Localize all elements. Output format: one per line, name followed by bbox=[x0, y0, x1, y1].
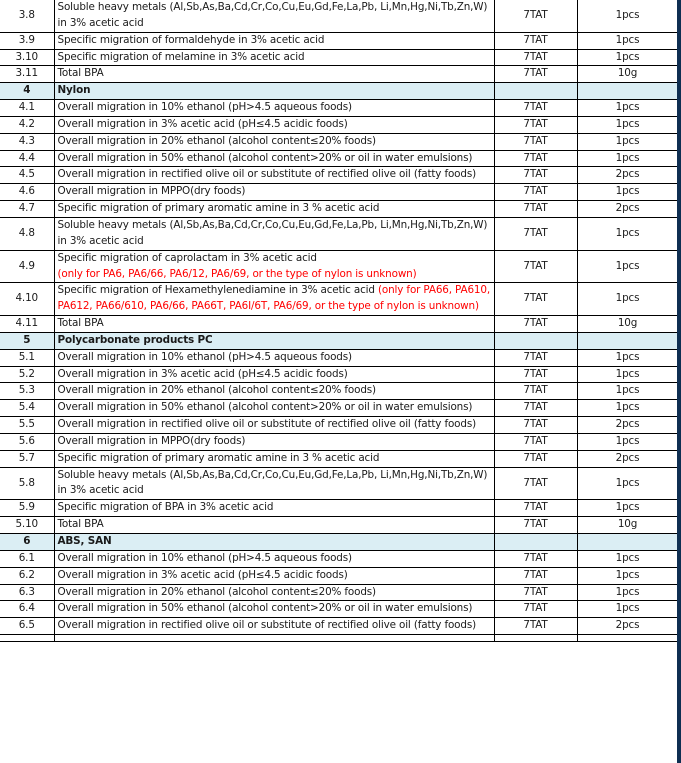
test-description-text: Overall migration in 50% ethanol (alcohol content>20% or oil in water emulsions) bbox=[57, 602, 473, 615]
turnaround-time-cell[interactable]: 7TAT bbox=[494, 550, 577, 567]
item-number-cell[interactable]: 4.11 bbox=[0, 316, 54, 333]
turnaround-time-cell[interactable]: 7TAT bbox=[494, 100, 577, 117]
turnaround-time-cell[interactable]: 7TAT bbox=[494, 150, 577, 167]
sample-quantity-cell[interactable] bbox=[577, 83, 678, 100]
test-description-cell[interactable] bbox=[54, 133, 494, 150]
table-row bbox=[0, 601, 678, 618]
item-number-cell[interactable]: 4.5 bbox=[0, 167, 54, 184]
test-description-text: Overall migration in 3% acetic acid (pH≤4.5 acidic foods) bbox=[57, 117, 348, 130]
table-row bbox=[0, 400, 678, 417]
sample-quantity-cell[interactable]: 2pcs bbox=[577, 450, 678, 467]
applicability-note: (only for PA6, PA6/66, PA6/12, PA6/69, or the type of nylon is unknown) bbox=[57, 267, 417, 280]
turnaround-time-cell[interactable] bbox=[494, 83, 577, 100]
table-row bbox=[0, 250, 678, 283]
turnaround-time-cell[interactable]: 7TAT bbox=[494, 618, 577, 635]
test-description-cell[interactable] bbox=[54, 100, 494, 117]
test-description-cell[interactable] bbox=[54, 49, 494, 66]
item-number-cell[interactable]: 5.4 bbox=[0, 400, 54, 417]
sample-quantity-cell[interactable]: 1pcs bbox=[577, 500, 678, 517]
test-description-text: Soluble heavy metals (Al,Sb,As,Ba,Cd,Cr,Co,Cu,Eu,Gd,Fe,La,Pb, Li,Mn,Hg,Ni,Tb,Zn,W) in 3% acetic acid bbox=[57, 468, 488, 497]
table-row-partial bbox=[0, 635, 678, 642]
test-description-text: Specific migration of caprolactam in 3% acetic acid bbox=[57, 251, 317, 264]
table-row bbox=[0, 618, 678, 635]
test-description-cell[interactable] bbox=[54, 567, 494, 584]
turnaround-time-cell[interactable]: 7TAT bbox=[494, 517, 577, 534]
item-number-cell[interactable]: 4.10 bbox=[0, 283, 54, 316]
turnaround-time-cell[interactable]: 7TAT bbox=[494, 250, 577, 283]
sample-quantity-cell[interactable]: 1pcs bbox=[577, 349, 678, 366]
test-description-text: Soluble heavy metals (Al,Sb,As,Ba,Cd,Cr,Co,Cu,Eu,Gd,Fe,La,Pb, Li,Mn,Hg,Ni,Tb,Zn,W) in 3% acetic acid bbox=[57, 218, 488, 247]
turnaround-time-cell[interactable]: 7TAT bbox=[494, 567, 577, 584]
item-number-cell[interactable]: 5.1 bbox=[0, 349, 54, 366]
applicability-note: (only for PA66, PA610, PA612, PA66/610, PA6/66, PA66T, PA6I/6T, PA6/69, or the type of nylon is unknown) bbox=[57, 284, 491, 313]
test-description-cell[interactable] bbox=[54, 250, 494, 283]
sample-quantity-cell[interactable]: 1pcs bbox=[577, 283, 678, 316]
table-row bbox=[0, 500, 678, 517]
test-description-cell[interactable] bbox=[54, 167, 494, 184]
item-number-cell[interactable]: 6.5 bbox=[0, 618, 54, 635]
item-number-cell[interactable]: 5.5 bbox=[0, 417, 54, 434]
turnaround-time-cell[interactable]: 7TAT bbox=[494, 116, 577, 133]
sample-quantity-cell[interactable]: 1pcs bbox=[577, 32, 678, 49]
test-description-text: Specific migration of formaldehyde in 3% acetic acid bbox=[57, 33, 325, 46]
item-number-cell[interactable]: 4.8 bbox=[0, 217, 54, 250]
section-title-cell[interactable] bbox=[54, 534, 494, 551]
item-number-cell[interactable]: 4.4 bbox=[0, 150, 54, 167]
test-description-text: Overall migration in 50% ethanol (alcohol content>20% or oil in water emulsions) bbox=[57, 151, 473, 164]
item-number-cell[interactable]: 5.6 bbox=[0, 433, 54, 450]
test-description-cell[interactable] bbox=[54, 32, 494, 49]
turnaround-time-cell[interactable]: 7TAT bbox=[494, 133, 577, 150]
sample-quantity-cell[interactable]: 1pcs bbox=[577, 0, 678, 32]
turnaround-time-cell[interactable]: 7TAT bbox=[494, 417, 577, 434]
item-number-cell[interactable]: 5.9 bbox=[0, 500, 54, 517]
table-row bbox=[0, 349, 678, 366]
test-description-cell[interactable] bbox=[54, 517, 494, 534]
item-number-cell[interactable]: 5.7 bbox=[0, 450, 54, 467]
test-description-cell[interactable] bbox=[54, 116, 494, 133]
test-description-text: Overall migration in 20% ethanol (alcohol content≤20% foods) bbox=[57, 134, 376, 147]
item-number-cell[interactable]: 3.11 bbox=[0, 66, 54, 83]
sample-quantity-cell[interactable]: 2pcs bbox=[577, 201, 678, 218]
test-description-text: Overall migration in 50% ethanol (alcohol content>20% or oil in water emulsions) bbox=[57, 401, 473, 414]
test-description-text: Overall migration in 3% acetic acid (pH≤4.5 acidic foods) bbox=[57, 568, 348, 581]
test-description-cell[interactable] bbox=[54, 500, 494, 517]
test-description-cell[interactable] bbox=[54, 467, 494, 500]
sample-quantity-cell[interactable]: 1pcs bbox=[577, 383, 678, 400]
window-edge-strip bbox=[677, 0, 681, 763]
test-description-text: Total BPA bbox=[57, 317, 104, 330]
test-description-text: Overall migration in MPPO(dry foods) bbox=[57, 185, 246, 198]
turnaround-time-cell[interactable]: 7TAT bbox=[494, 450, 577, 467]
empty-cell bbox=[577, 635, 678, 642]
test-description-text: Total BPA bbox=[57, 67, 104, 80]
item-number-cell[interactable]: 4.2 bbox=[0, 116, 54, 133]
test-description-cell[interactable] bbox=[54, 400, 494, 417]
turnaround-time-cell[interactable]: 7TAT bbox=[494, 349, 577, 366]
test-description-cell[interactable] bbox=[54, 433, 494, 450]
test-description-text: Overall migration in 3% acetic acid (pH≤4.5 acidic foods) bbox=[57, 367, 348, 380]
test-description-cell[interactable] bbox=[54, 283, 494, 316]
table-row bbox=[0, 150, 678, 167]
sample-quantity-cell[interactable]: 1pcs bbox=[577, 150, 678, 167]
item-number-cell[interactable]: 6.2 bbox=[0, 567, 54, 584]
sample-quantity-cell[interactable]: 1pcs bbox=[577, 49, 678, 66]
sample-quantity-cell[interactable]: 10g bbox=[577, 316, 678, 333]
table-row bbox=[0, 433, 678, 450]
item-number-cell[interactable]: 3.8 bbox=[0, 0, 54, 32]
table-row bbox=[0, 32, 678, 49]
test-description-cell[interactable] bbox=[54, 550, 494, 567]
test-description-cell[interactable] bbox=[54, 366, 494, 383]
sample-quantity-cell[interactable]: 1pcs bbox=[577, 467, 678, 500]
section-header-row bbox=[0, 534, 678, 551]
turnaround-time-cell[interactable]: 7TAT bbox=[494, 584, 577, 601]
test-description-cell[interactable] bbox=[54, 584, 494, 601]
test-description-text: Polycarbonate products PC bbox=[57, 333, 213, 346]
item-number-cell[interactable]: 6.1 bbox=[0, 550, 54, 567]
empty-cell bbox=[0, 635, 54, 642]
turnaround-time-cell[interactable]: 7TAT bbox=[494, 167, 577, 184]
item-number-cell[interactable]: 4.6 bbox=[0, 184, 54, 201]
test-description-cell[interactable] bbox=[54, 201, 494, 218]
test-description-text: Overall migration in 10% ethanol (pH>4.5 aqueous foods) bbox=[57, 551, 352, 564]
test-description-cell[interactable] bbox=[54, 0, 494, 32]
table-row bbox=[0, 133, 678, 150]
empty-cell bbox=[54, 635, 494, 642]
sample-quantity-cell[interactable]: 1pcs bbox=[577, 433, 678, 450]
item-number-cell[interactable]: 6.3 bbox=[0, 584, 54, 601]
turnaround-time-cell[interactable]: 7TAT bbox=[494, 49, 577, 66]
turnaround-time-cell[interactable]: 7TAT bbox=[494, 184, 577, 201]
section-title-cell[interactable] bbox=[54, 332, 494, 349]
item-number-cell[interactable]: 5.10 bbox=[0, 517, 54, 534]
test-description-text: ABS, SAN bbox=[57, 535, 112, 547]
table-row bbox=[0, 217, 678, 250]
table-row bbox=[0, 417, 678, 434]
item-number-cell[interactable]: 3.9 bbox=[0, 32, 54, 49]
turnaround-time-cell[interactable]: 7TAT bbox=[494, 383, 577, 400]
item-number-cell[interactable]: 4.9 bbox=[0, 250, 54, 283]
test-description-text: Specific migration of melamine in 3% acetic acid bbox=[57, 50, 305, 63]
sample-quantity-cell[interactable]: 1pcs bbox=[577, 601, 678, 618]
table-row bbox=[0, 467, 678, 500]
test-description-cell[interactable] bbox=[54, 417, 494, 434]
sample-quantity-cell[interactable]: 1pcs bbox=[577, 550, 678, 567]
turnaround-time-cell[interactable]: 7TAT bbox=[494, 500, 577, 517]
section-title-cell[interactable] bbox=[54, 83, 494, 100]
sample-quantity-cell[interactable]: 1pcs bbox=[577, 100, 678, 117]
test-description-text: Overall migration in 10% ethanol (pH>4.5 aqueous foods) bbox=[57, 101, 352, 114]
turnaround-time-cell[interactable]: 7TAT bbox=[494, 601, 577, 618]
test-description-text: Specific migration of Hexamethylenediamine in 3% acetic acid bbox=[57, 284, 378, 297]
item-number-cell[interactable]: 4.3 bbox=[0, 133, 54, 150]
turnaround-time-cell[interactable]: 7TAT bbox=[494, 0, 577, 32]
test-description-text: Nylon bbox=[57, 84, 91, 97]
test-description-text: Overall migration in 10% ethanol (pH>4.5 aqueous foods) bbox=[57, 350, 352, 363]
turnaround-time-cell[interactable]: 7TAT bbox=[494, 217, 577, 250]
sample-quantity-cell[interactable]: 2pcs bbox=[577, 417, 678, 434]
table-row bbox=[0, 517, 678, 534]
test-description-text: Specific migration of primary aromatic amine in 3 % acetic acid bbox=[57, 202, 380, 215]
test-description-text: Overall migration in 20% ethanol (alcohol content≤20% foods) bbox=[57, 384, 376, 397]
empty-cell bbox=[494, 635, 577, 642]
test-description-text: Total BPA bbox=[57, 518, 104, 531]
test-description-cell[interactable] bbox=[54, 150, 494, 167]
item-number-cell[interactable]: 4.7 bbox=[0, 201, 54, 218]
table-row bbox=[0, 49, 678, 66]
table-row bbox=[0, 550, 678, 567]
item-number-cell[interactable]: 5 bbox=[0, 332, 54, 349]
table-row bbox=[0, 100, 678, 117]
sample-quantity-cell[interactable]: 1pcs bbox=[577, 567, 678, 584]
table-row bbox=[0, 584, 678, 601]
test-description-cell[interactable] bbox=[54, 383, 494, 400]
sample-quantity-cell[interactable] bbox=[577, 534, 678, 551]
test-description-text: Overall migration in rectified olive oil or substitute of rectified olive oil (fatty foods) bbox=[57, 418, 476, 431]
turnaround-time-cell[interactable]: 7TAT bbox=[494, 283, 577, 316]
turnaround-time-cell[interactable]: 7TAT bbox=[494, 66, 577, 83]
sample-quantity-cell[interactable]: 1pcs bbox=[577, 400, 678, 417]
test-description-cell[interactable] bbox=[54, 184, 494, 201]
test-description-cell[interactable] bbox=[54, 450, 494, 467]
item-number-cell[interactable]: 4.1 bbox=[0, 100, 54, 117]
table-row bbox=[0, 0, 678, 32]
test-description-text: Specific migration of BPA in 3% acetic acid bbox=[57, 501, 274, 514]
table-row bbox=[0, 450, 678, 467]
section-header-row bbox=[0, 83, 678, 100]
sample-quantity-cell[interactable]: 10g bbox=[577, 517, 678, 534]
turnaround-time-cell[interactable]: 7TAT bbox=[494, 201, 577, 218]
turnaround-time-cell[interactable]: 7TAT bbox=[494, 366, 577, 383]
table-row bbox=[0, 366, 678, 383]
table-row bbox=[0, 184, 678, 201]
item-number-cell[interactable]: 6 bbox=[0, 534, 54, 551]
turnaround-time-cell[interactable]: 7TAT bbox=[494, 433, 577, 450]
table-row bbox=[0, 283, 678, 316]
test-description-cell[interactable] bbox=[54, 618, 494, 635]
turnaround-time-cell[interactable]: 7TAT bbox=[494, 316, 577, 333]
test-description-cell[interactable] bbox=[54, 349, 494, 366]
sample-quantity-cell[interactable]: 1pcs bbox=[577, 133, 678, 150]
turnaround-time-cell[interactable]: 7TAT bbox=[494, 32, 577, 49]
table-row bbox=[0, 116, 678, 133]
item-number-cell[interactable]: 4 bbox=[0, 83, 54, 100]
sample-quantity-cell[interactable]: 2pcs bbox=[577, 167, 678, 184]
sample-quantity-cell[interactable]: 2pcs bbox=[577, 618, 678, 635]
test-description-text: Soluble heavy metals (Al,Sb,As,Ba,Cd,Cr,Co,Cu,Eu,Gd,Fe,La,Pb, Li,Mn,Hg,Ni,Tb,Zn,W) in 3% acetic acid bbox=[57, 1, 488, 29]
test-description-cell[interactable] bbox=[54, 217, 494, 250]
item-number-cell[interactable]: 6.4 bbox=[0, 601, 54, 618]
item-number-cell[interactable]: 5.8 bbox=[0, 467, 54, 500]
test-description-text: Overall migration in MPPO(dry foods) bbox=[57, 434, 246, 447]
turnaround-time-cell[interactable]: 7TAT bbox=[494, 467, 577, 500]
turnaround-time-cell[interactable]: 7TAT bbox=[494, 400, 577, 417]
table-row bbox=[0, 167, 678, 184]
sample-quantity-cell[interactable]: 1pcs bbox=[577, 584, 678, 601]
table-row bbox=[0, 383, 678, 400]
item-number-cell[interactable]: 3.10 bbox=[0, 49, 54, 66]
sample-quantity-cell[interactable]: 1pcs bbox=[577, 184, 678, 201]
item-number-cell[interactable]: 5.3 bbox=[0, 383, 54, 400]
test-description-text: Overall migration in rectified olive oil or substitute of rectified olive oil (fatty foods) bbox=[57, 619, 476, 632]
item-number-cell[interactable]: 5.2 bbox=[0, 366, 54, 383]
sample-quantity-cell[interactable] bbox=[577, 332, 678, 349]
sample-quantity-cell[interactable]: 1pcs bbox=[577, 250, 678, 283]
table-row bbox=[0, 201, 678, 218]
test-description-text: Overall migration in rectified olive oil or substitute of rectified olive oil (fatty foods) bbox=[57, 168, 476, 181]
table-row bbox=[0, 316, 678, 333]
sample-quantity-cell[interactable]: 1pcs bbox=[577, 366, 678, 383]
sample-quantity-cell[interactable]: 1pcs bbox=[577, 116, 678, 133]
table-row bbox=[0, 567, 678, 584]
test-description-cell[interactable] bbox=[54, 316, 494, 333]
table-row bbox=[0, 66, 678, 83]
turnaround-time-cell[interactable] bbox=[494, 534, 577, 551]
sample-quantity-cell[interactable]: 10g bbox=[577, 66, 678, 83]
test-description-cell[interactable] bbox=[54, 66, 494, 83]
test-description-text: Overall migration in 20% ethanol (alcohol content≤20% foods) bbox=[57, 585, 376, 598]
section-header-row bbox=[0, 332, 678, 349]
test-description-text: Specific migration of primary aromatic amine in 3 % acetic acid bbox=[57, 451, 380, 464]
test-description-cell[interactable] bbox=[54, 601, 494, 618]
sample-quantity-cell[interactable]: 1pcs bbox=[577, 217, 678, 250]
turnaround-time-cell[interactable] bbox=[494, 332, 577, 349]
